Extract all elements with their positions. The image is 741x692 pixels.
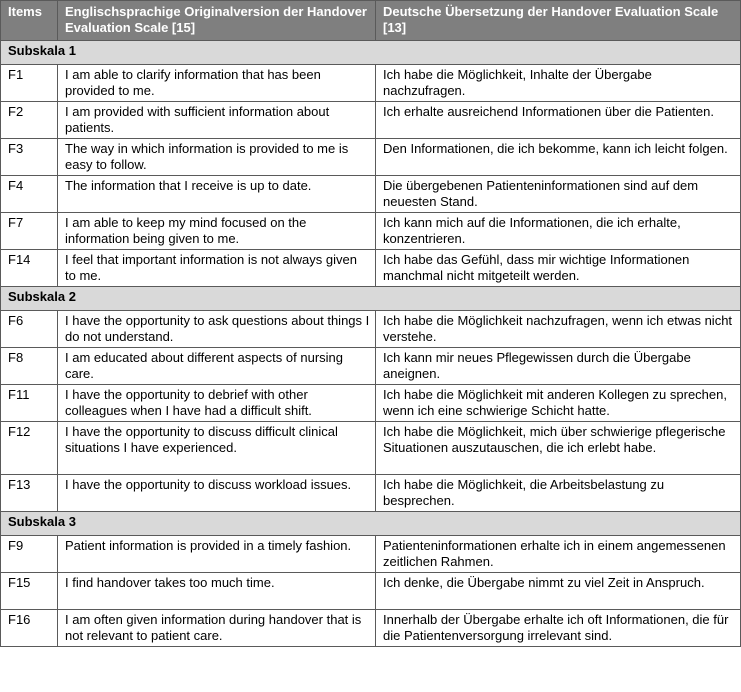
section-title: Subskala 3	[1, 512, 741, 536]
table-row	[1, 536, 741, 573]
item-german: Ich habe die Möglichkeit, mich über schwierige pflegerische Situationen auszutauschen, die ich erlebt habe.	[376, 422, 741, 475]
item-english: I have the opportunity to discuss difficult clinical situations I have experienced.	[58, 422, 376, 475]
item-english: The way in which information is provided to me is easy to follow.	[58, 139, 376, 176]
section-row-subskala-1	[1, 41, 741, 65]
item-id: F15	[1, 573, 58, 610]
item-id: F7	[1, 213, 58, 250]
item-id: F9	[1, 536, 58, 573]
item-english: I am educated about different aspects of nursing care.	[58, 348, 376, 385]
table-body	[1, 41, 741, 647]
item-english: I am provided with sufficient information about patients.	[58, 102, 376, 139]
item-german: Ich kann mich auf die Informationen, die ich erhalte, konzentrieren.	[376, 213, 741, 250]
item-english: I find handover takes too much time.	[58, 573, 376, 610]
table-row	[1, 102, 741, 139]
item-german: Die übergebenen Patienteninformationen sind auf dem neuesten Stand.	[376, 176, 741, 213]
item-german: Ich habe die Möglichkeit mit anderen Kollegen zu sprechen, wenn ich eine schwierige Schicht hatte.	[376, 385, 741, 422]
section-row-subskala-2	[1, 287, 741, 311]
table-row	[1, 610, 741, 647]
item-id: F16	[1, 610, 58, 647]
item-english: The information that I receive is up to date.	[58, 176, 376, 213]
table-row	[1, 475, 741, 512]
item-english: I have the opportunity to discuss workload issues.	[58, 475, 376, 512]
table-row	[1, 348, 741, 385]
table-row	[1, 573, 741, 610]
table-row	[1, 139, 741, 176]
item-id: F3	[1, 139, 58, 176]
table-row	[1, 385, 741, 422]
item-german: Ich erhalte ausreichend Informationen über die Patienten.	[376, 102, 741, 139]
item-german: Ich habe die Möglichkeit, die Arbeitsbelastung zu besprechen.	[376, 475, 741, 512]
item-english: I have the opportunity to debrief with other colleagues when I have had a difficult shift.	[58, 385, 376, 422]
table-row	[1, 250, 741, 287]
item-german: Ich kann mir neues Pflegewissen durch die Übergabe aneignen.	[376, 348, 741, 385]
item-german: Den Informationen, die ich bekomme, kann ich leicht folgen.	[376, 139, 741, 176]
item-id: F11	[1, 385, 58, 422]
item-english: Patient information is provided in a timely fashion.	[58, 536, 376, 573]
table-row	[1, 311, 741, 348]
item-id: F6	[1, 311, 58, 348]
item-id: F4	[1, 176, 58, 213]
item-english: I am able to keep my mind focused on the information being given to me.	[58, 213, 376, 250]
table-header	[1, 1, 741, 41]
item-german: Ich denke, die Übergabe nimmt zu viel Zeit in Anspruch.	[376, 573, 741, 610]
item-german: Patienteninformationen erhalte ich in einem angemessenen zeitlichen Rahmen.	[376, 536, 741, 573]
item-english: I am able to clarify information that has been provided to me.	[58, 65, 376, 102]
item-german: Ich habe das Gefühl, dass mir wichtige Informationen manchmal nicht mitgeteilt werden.	[376, 250, 741, 287]
item-id: F12	[1, 422, 58, 475]
item-english: I feel that important information is not always given to me.	[58, 250, 376, 287]
section-title: Subskala 2	[1, 287, 741, 311]
item-english: I am often given information during handover that is not relevant to patient care.	[58, 610, 376, 647]
header-items: Items	[1, 1, 58, 41]
item-english: I have the opportunity to ask questions about things I do not understand.	[58, 311, 376, 348]
item-id: F2	[1, 102, 58, 139]
item-id: F14	[1, 250, 58, 287]
item-german: Innerhalb der Übergabe erhalte ich oft Informationen, die für die Patientenversorgung irrelevant sind.	[376, 610, 741, 647]
header-row	[1, 1, 741, 41]
table-row	[1, 422, 741, 475]
item-id: F13	[1, 475, 58, 512]
header-english-version: Englischsprachige Originalversion der Handover Evaluation Scale [15]	[58, 1, 376, 41]
item-german: Ich habe die Möglichkeit, Inhalte der Übergabe nachzufragen.	[376, 65, 741, 102]
table-row	[1, 213, 741, 250]
table-row	[1, 65, 741, 102]
header-german-translation: Deutsche Übersetzung der Handover Evaluation Scale [13]	[376, 1, 741, 41]
item-id: F1	[1, 65, 58, 102]
section-row-subskala-3	[1, 512, 741, 536]
table-row	[1, 176, 741, 213]
item-german: Ich habe die Möglichkeit nachzufragen, wenn ich etwas nicht verstehe.	[376, 311, 741, 348]
item-id: F8	[1, 348, 58, 385]
section-title: Subskala 1	[1, 41, 741, 65]
